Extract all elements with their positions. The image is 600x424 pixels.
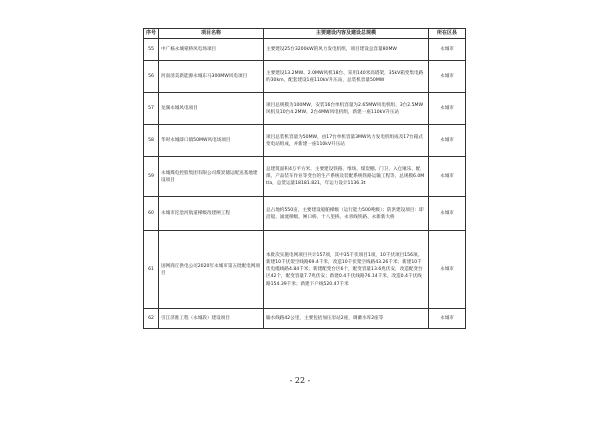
row-location: 永城市 [429,197,466,231]
row-location: 永城市 [429,309,466,329]
row-no: 58 [144,125,159,157]
header-content: 主要建设内容及建设总规模 [264,29,429,39]
row-name: 华时永城薛口镇50MW风电场项目 [159,125,264,157]
row-name: 国网商丘供电公司2020年永城市第五批配电网项目 [159,231,264,309]
project-table [143,28,466,329]
table-row [144,309,466,329]
table-row [144,39,466,61]
row-content: 项目总装机容量为50MW，由17台单机容量3MW风力发电机组成及17台箱式变电站组成，并新建一座110kV升压站 [264,125,429,157]
row-location: 永城市 [429,61,466,93]
row-name: 永城市沱浍河航道梯级改建闸工程 [159,197,264,231]
row-name: 河南清美新能源永城东马300MW风电项目 [159,61,264,93]
row-no: 59 [144,157,159,197]
row-location: 永城市 [429,125,466,157]
row-content: 主要建设13.2MW、2.0MW风机18台、采用140米高塔架，35kV箱变集电路约30km，配套建设1座110kV升压站，总装机容量50MW [264,61,429,93]
row-content: 总建筑面积4万平方米，主要建设铁路、堆场、煤炭棚、门卫、入仓锤乐、配煤、产品装车作业等变台的生产系统及装配系统铁路运输工程等，总规模6.0Mt/a，总货运量18181.821，年运力设计1136.3t [264,157,429,197]
row-name: 中广核永城蒙桥风电场项目 [159,39,264,61]
row-content: 项目总规模为100MW，安装16台单机容量为2.65MW风电机组、3台2.5MW风机及10台4.2MW、2台4MW风电机组，新建一座110kV升压站 [264,93,429,125]
row-location: 永城市 [429,231,466,309]
table-row [144,157,466,197]
row-no: 62 [144,309,159,329]
row-content: 主要建设25台3200kW的风力发电机组，项目建设总容量80MW [264,39,429,61]
header-no: 序号 [144,29,159,39]
header-name: 项目名称 [159,29,264,39]
table-row [144,125,466,157]
row-no: 61 [144,231,159,309]
page-number: - 22 - [289,376,311,385]
row-no: 56 [144,61,159,93]
table-row [144,93,466,125]
row-name: 永城煤电控股集团有限公司煤炭储运配送基地建设项目 [159,157,264,197]
row-no: 55 [144,39,159,61]
row-name: 龙湖永城风电项目 [159,93,264,125]
table-row [144,197,466,231]
row-name: 引江济淮工程（永城段）建设项目 [159,309,264,329]
row-content: 总占地约550亩，主要建设船舶梯级（运行能力500吨级）；防洪建设项目：即沿船、涌流梯级、闸口桥、十八里桥、永青线铁路、永新新大桥 [264,197,429,231]
header-location: 所在区县 [429,29,466,39]
row-location: 永城市 [429,93,466,125]
table-row [144,61,466,93]
row-content: 本批次实施电网项目共计157项，其中35千伏项目1项，10千伏项目156项。新建10千伏架空线路69.4千米，改造10千伏架空线路43.26千米；新建10千伏电缆线路4.84千米；新建配变台区6个，配变容量13.6兆伏安，改造配变台区42个，配变容量7.7兆伏安；新建0.4千伏线路76.14千米，改造0.4千伏线路154.39千米；新建下户线520.47千米 [264,231,429,309]
row-content: 输水线路42公里，主要包括加压泵站2座，调蓄水库2座等 [264,309,429,329]
row-no: 60 [144,197,159,231]
row-location: 永城市 [429,39,466,61]
table-row [144,231,466,309]
row-no: 57 [144,93,159,125]
table-header-row [144,29,466,39]
row-location: 永城市 [429,157,466,197]
